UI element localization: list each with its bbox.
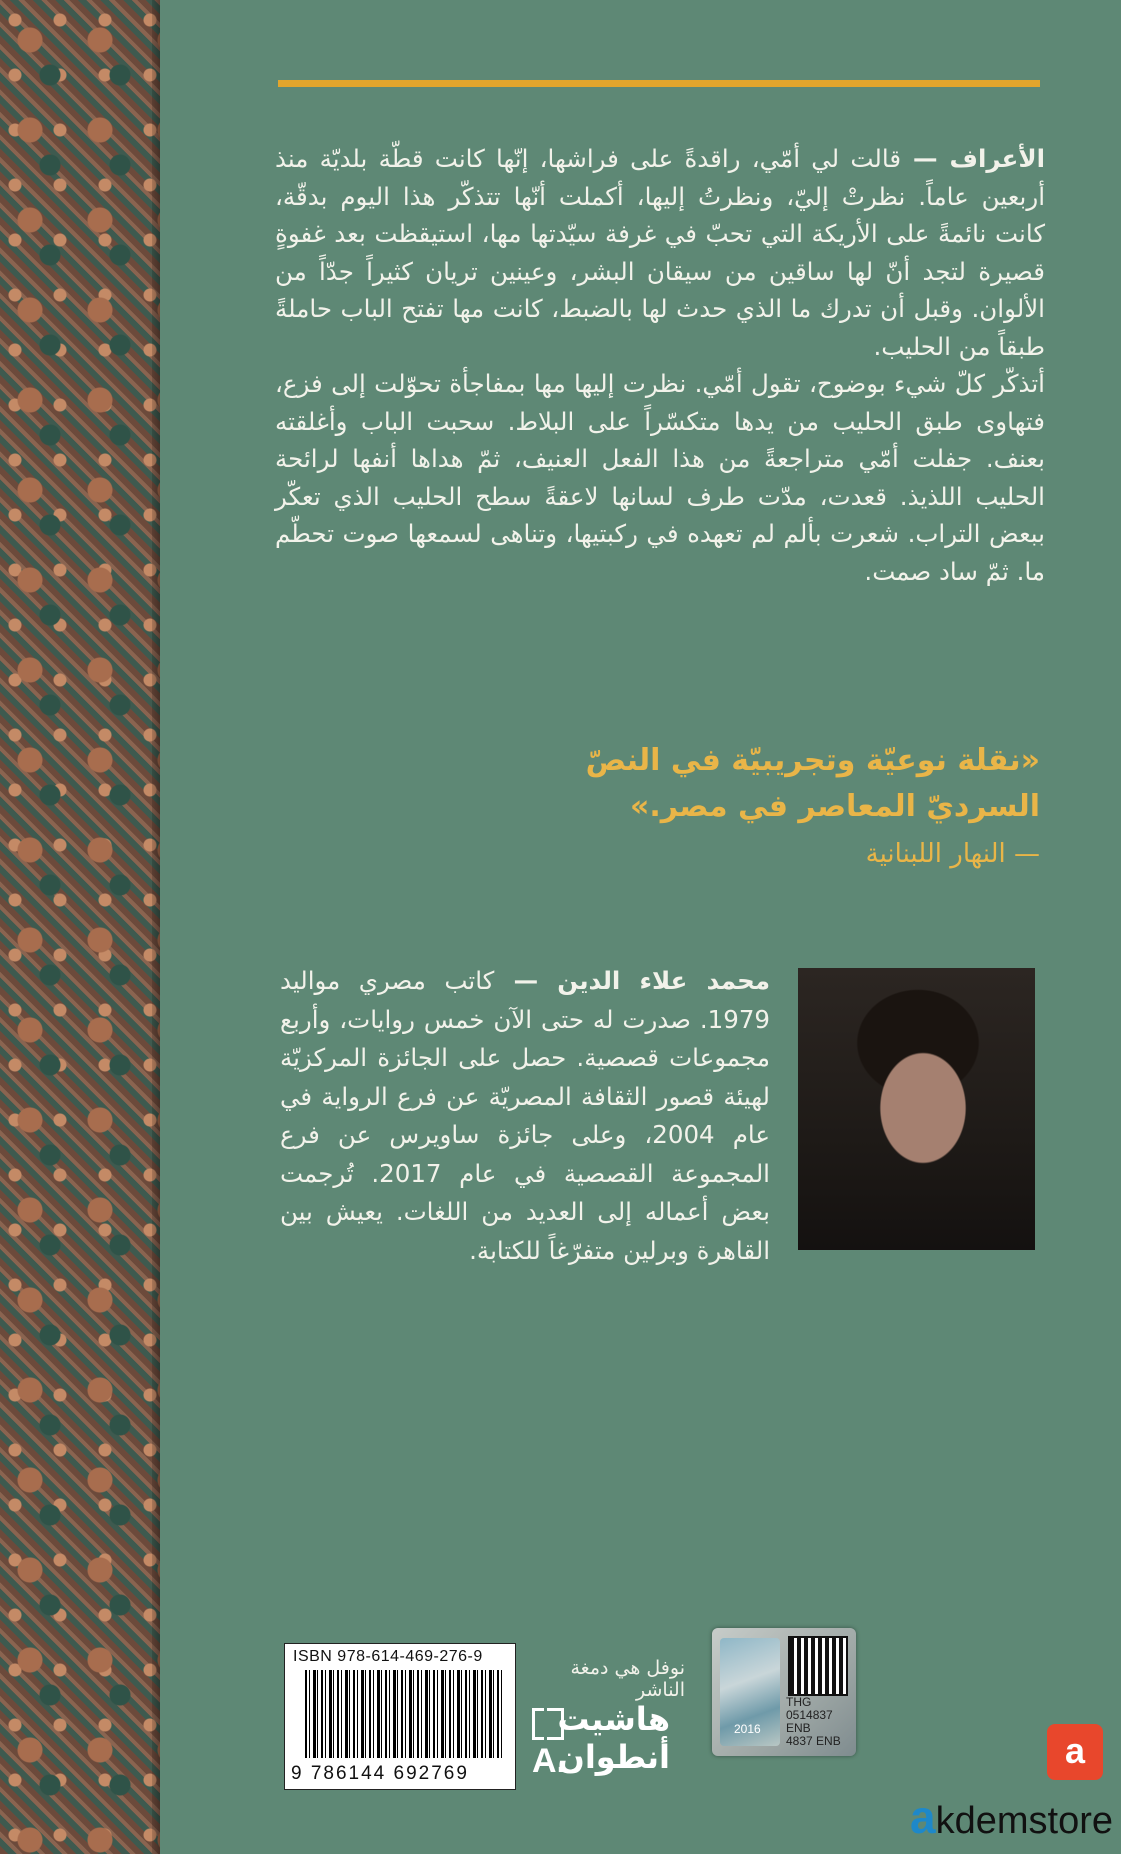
gold-divider (278, 80, 1040, 87)
author-bio-text: كاتب مصري مواليد 1979. صدرت له حتى الآن خمس روايات، وأربع مجموعات قصصية. حصل على الجائزة المركزيّة لهيئة قصور الثقافة المصريّة عن فرع الرواية في عام 2004، وعلى جائزة ساويرس عن فرع المجموعة القصصية في عام 2017. تُرجمت بعض أعماله إلى العديد من اللغات. يعيش بين القاهرة وبرلين متفرّغاً للكتابة. (280, 966, 770, 1265)
author-photo (798, 968, 1035, 1250)
book-title: الأعراف (949, 144, 1045, 173)
quote-source: — النهار اللبنانية (865, 839, 1040, 869)
isbn-label: ISBN 978-614-469-276-9 (293, 1648, 483, 1665)
sticker-code-line: ENB (786, 1721, 811, 1735)
isbn-barcode (284, 1643, 516, 1790)
shopping-bag-icon (1047, 1724, 1103, 1780)
patterned-cover-edge (0, 0, 160, 1854)
sticker-code-line: 0514837 (786, 1708, 833, 1722)
author-bio (280, 962, 770, 1270)
novel-excerpt (275, 140, 1045, 590)
author-dash: — (494, 966, 558, 995)
barcode-digits: 9 786144 692769 (291, 1763, 469, 1784)
sticker-code (786, 1696, 852, 1748)
publisher-a-logo: A. (532, 1742, 566, 1780)
barcode-bars (305, 1670, 503, 1758)
author-name: محمد علاء الدين (557, 966, 771, 995)
excerpt-paragraph-1 (275, 140, 1045, 365)
akdemstore-watermark (873, 1724, 1113, 1844)
publisher-name-line2: أنطوان (557, 1738, 670, 1776)
excerpt-paragraph-2: أتذكّر كلّ شيء بوضوح، تقول أمّي. نظرت إليها مها بمفاجأة تحوّلت إلى فزع، فتهاوى طبق الحليب من يدها متكسّراً على البلاط. سحبت الباب وأغلقته بعنف. جفلت أمّي متراجعةً من هذا الفعل العنيف، ثمّ هداها أنفها لرائحة الحليب اللذيذ. قعدت، مدّت طرف لسانها لاعقةً سطح الحليب الذي تعكّر ببعض التراب. شعرت بألم لم تعهده في ركبتيها، وتناهى لسمعها صوت تحطّم ما. ثمّ ساد صمت. (275, 369, 1045, 586)
press-quote: «نقلة نوعيّة وتجريبيّة في النصّ السرديّ المعاصر في مصر.» (585, 743, 1040, 824)
title-dash: — (901, 144, 950, 173)
hologram-icon (720, 1638, 780, 1746)
sticker-year: 2016 (734, 1722, 761, 1736)
brand-rest: kdemstore (935, 1800, 1113, 1842)
publisher-logo (520, 1700, 670, 1780)
brand-name (910, 1790, 1113, 1844)
publisher-name-line1: هاشيت (557, 1700, 670, 1738)
brand-first-letter: a (910, 1791, 936, 1843)
qr-code-icon (788, 1636, 848, 1696)
sticker-code-line: 4837 ENB (786, 1734, 841, 1748)
sticker-code-line: THG (786, 1695, 812, 1709)
bag-letter: a (1064, 1730, 1086, 1771)
publisher-tagline: نوفل هي دمغة الناشر (570, 1657, 685, 1701)
excerpt-text-1: قالت لي أمّي، راقدةً على فراشها، إنّها كانت قطّة بلديّة منذ أربعين عاماً. نظرتْ إليّ، ونظرتُ إليها، أكملت أنّها تتذكّر هذا اليوم بدقّة، كانت نائمةً على الأريكة التي تحبّ في غرفة سيّدتها مها، استيقظت بعد غفوةٍ قصيرة لتجد أنّ لها ساقين من سيقان البشر، وعينين تريان كثيراً جدّاً من الألوان. وقبل أن تدرك ما الذي حدث لها بالضبط، كانت مها تفتح الباب حاملةً طبقاً من الحليب. (275, 144, 1045, 361)
tax-sticker (712, 1628, 856, 1756)
